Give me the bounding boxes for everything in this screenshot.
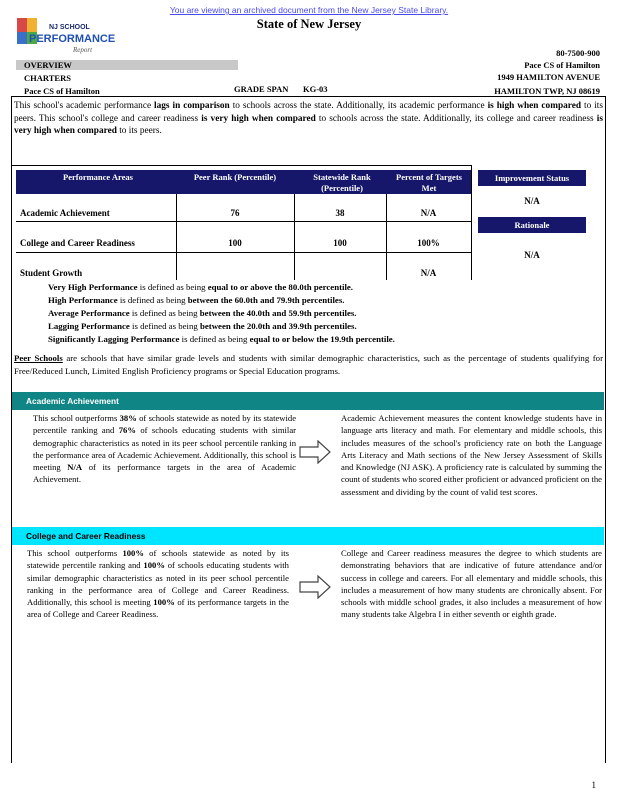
paragraph-text: of its performance targets in the area of College and Career Readiness. [27,597,289,620]
table-vrule [176,194,177,280]
summary-emphasis: is very high when compared [14,113,603,137]
section-header-college-career-readiness: College and Career Readiness [12,527,604,545]
paragraph-text: of schools statewide as noted by its statewide percentile ranking and [27,548,289,571]
header-percent-targets: Percent of Targets Met [396,172,462,193]
college-career-description: College and Career readiness measures the degree to which students are demonstrating behaviors that are indicative of future attendance and/or success in college and careers. For all elementary and middle schools, this includes a measurement of how many students are chronically absent. For schools with middle school grades, it also includes a measurement of how many students take Algebra I in either seventh or eighth grade. [341,548,602,620]
academic-achievement-description: Academic Achievement measures the content knowledge students have in language arts literacy and math. For elementary and middle schools, this includes measures of the school's proficiency rate on both the Language Arts Literacy and Math sections of the New Jersey Assessment of Skills and Knowledge (NJ ASK). A proficiency rate is calculated by summing the count of students who scored either proficient or advanced proficient on the assessment and dividing by the count of valid test scores. [341,413,602,497]
definition-text: is defined as being [129,321,200,331]
school-city: HAMILTON TWP, NJ 08619 [494,86,600,96]
definition-very-high [48,281,353,294]
definition-range: equal to or above the 80.0th percentile. [207,282,354,292]
school-performance-logo [15,16,115,56]
row-state-rank: 38 [335,208,345,218]
paragraph-emphasis: 100% [153,597,175,608]
row-percent-met: N/A [420,268,437,278]
paragraph-text: of schools educating students with similar demographic characteristics as noted in its peer school percentile ranking in the performance area of Academic Achievement. Additionally, this school is meeting [33,425,296,473]
header-district-type: CHARTERS [24,73,71,83]
school-name-right: Pace CS of Hamilton [524,60,600,70]
paragraph-text: of schools educating students with similar demographic characteristics as noted in its peer school percentile ranking in the performance area of College and Career Readiness. Additionally, this school is meeting [27,560,289,608]
peer-schools-text: are schools that have similar grade levels and students with similar demographic characteristics, such as the percentage of students qualifying for Free/Reduced Lunch, Limited English Proficiency programs or Special Education programs. [14,353,603,376]
table-row-rule [16,221,471,222]
academic-achievement-school-text [33,412,296,486]
row-percent-met: N/A [420,208,437,218]
summary-text: to schools across the state. Additionally, its college and career readiness [315,113,597,124]
row-area: Student Growth [20,268,83,278]
row-area: College and Career Readiness [20,238,135,248]
row-area: Academic Achievement [20,208,110,218]
definition-term: Lagging Performance [48,321,130,331]
summary-emphasis: is very high when compared [201,113,316,124]
summary-text: to schools across the state. Additionally, its academic performance [229,101,488,111]
paragraph-text: of its performance targets in the area of Academic Achievement. [33,462,296,485]
header-statewide-rank: Statewide Rank (Percentile) [313,172,371,193]
svg-text:PERFORMANCE: PERFORMANCE [29,33,115,45]
rationale-header: Rationale [478,217,586,233]
improvement-status-value: N/A [524,196,540,206]
definition-significantly-lagging [48,333,395,346]
definition-text: is defined as being [179,334,250,344]
row-state-rank: 100 [333,238,347,248]
definition-range: equal to or below the 19.9th percentile. [249,334,395,344]
summary-text: This school's academic performance [14,101,155,111]
paragraph-text: of schools statewide as noted by its statewide percentile ranking and [33,413,297,436]
svg-text:Report: Report [73,46,93,54]
row-peer-rank: 76 [230,208,240,218]
definition-high [48,294,344,307]
row-percent-met: 100% [417,238,440,248]
svg-text:NJ SCHOOL: NJ SCHOOL [49,24,90,31]
state-title: State of New Jersey [256,17,362,31]
definition-text: is defined as being [137,282,208,292]
summary-emphasis: lags in comparison [154,101,230,111]
summary-emphasis: is high when compared [487,101,582,111]
grade-span-value: KG-03 [303,84,328,94]
definition-term: Significantly Lagging Performance [48,334,180,344]
paragraph-emphasis: 100% [122,548,144,558]
summary-text: to its peers. This school's college and career readiness [14,101,603,124]
peer-schools-term: Peer Schools [14,353,63,363]
paragraph-emphasis: 38% [119,413,137,423]
page-number: 1 [591,780,596,790]
definition-range: between the 20.0th and 39.9th percentiles. [199,321,357,331]
definition-text: is defined as being [129,308,200,318]
college-career-school-text [27,547,289,621]
definition-average [48,307,357,320]
definition-term: Average Performance [48,308,130,318]
rationale-value: N/A [524,250,540,260]
header-peer-rank: Peer Rank (Percentile) [193,172,277,182]
school-code: 80-7500-900 [556,48,600,58]
summary-paragraph [14,100,603,138]
paragraph-text: This school outperforms [33,413,120,423]
definition-range: between the 60.0th and 79.9th percentiles. [187,295,345,305]
paragraph-emphasis: 100% [143,560,165,571]
definition-term: High Performance [48,295,118,305]
section-header-academic-achievement: Academic Achievement [12,392,604,410]
definition-lagging [48,320,357,333]
summary-text: to its peers. [116,126,162,137]
table-vrule [294,194,295,280]
paragraph-text: This school outperforms [27,548,123,558]
definition-term: Very High Performance [48,282,138,292]
grade-span-label: GRADE SPAN [234,84,289,94]
header-overview: OVERVIEW [24,60,72,70]
paragraph-emphasis: 76% [118,425,136,436]
peer-schools-definition [14,352,603,377]
paragraph-emphasis: N/A [67,462,83,473]
right-arrow-icon [299,440,331,469]
improvement-status-header: Improvement Status [478,170,586,186]
right-arrow-icon [299,575,331,604]
definition-range: between the 40.0th and 59.9th percentiles. [199,308,357,318]
table-vrule [471,165,472,280]
row-peer-rank: 100 [228,238,242,248]
header-school-name: Pace CS of Hamilton [24,86,100,96]
school-address: 1949 HAMILTON AVENUE [497,72,600,82]
table-row-rule [16,252,471,253]
header-performance-areas: Performance Areas [63,172,133,182]
definition-text: is defined as being [117,295,188,305]
table-top-rule [11,165,471,166]
archive-notice-link[interactable]: You are viewing an archived document from the New Jersey State Library. [169,5,449,15]
